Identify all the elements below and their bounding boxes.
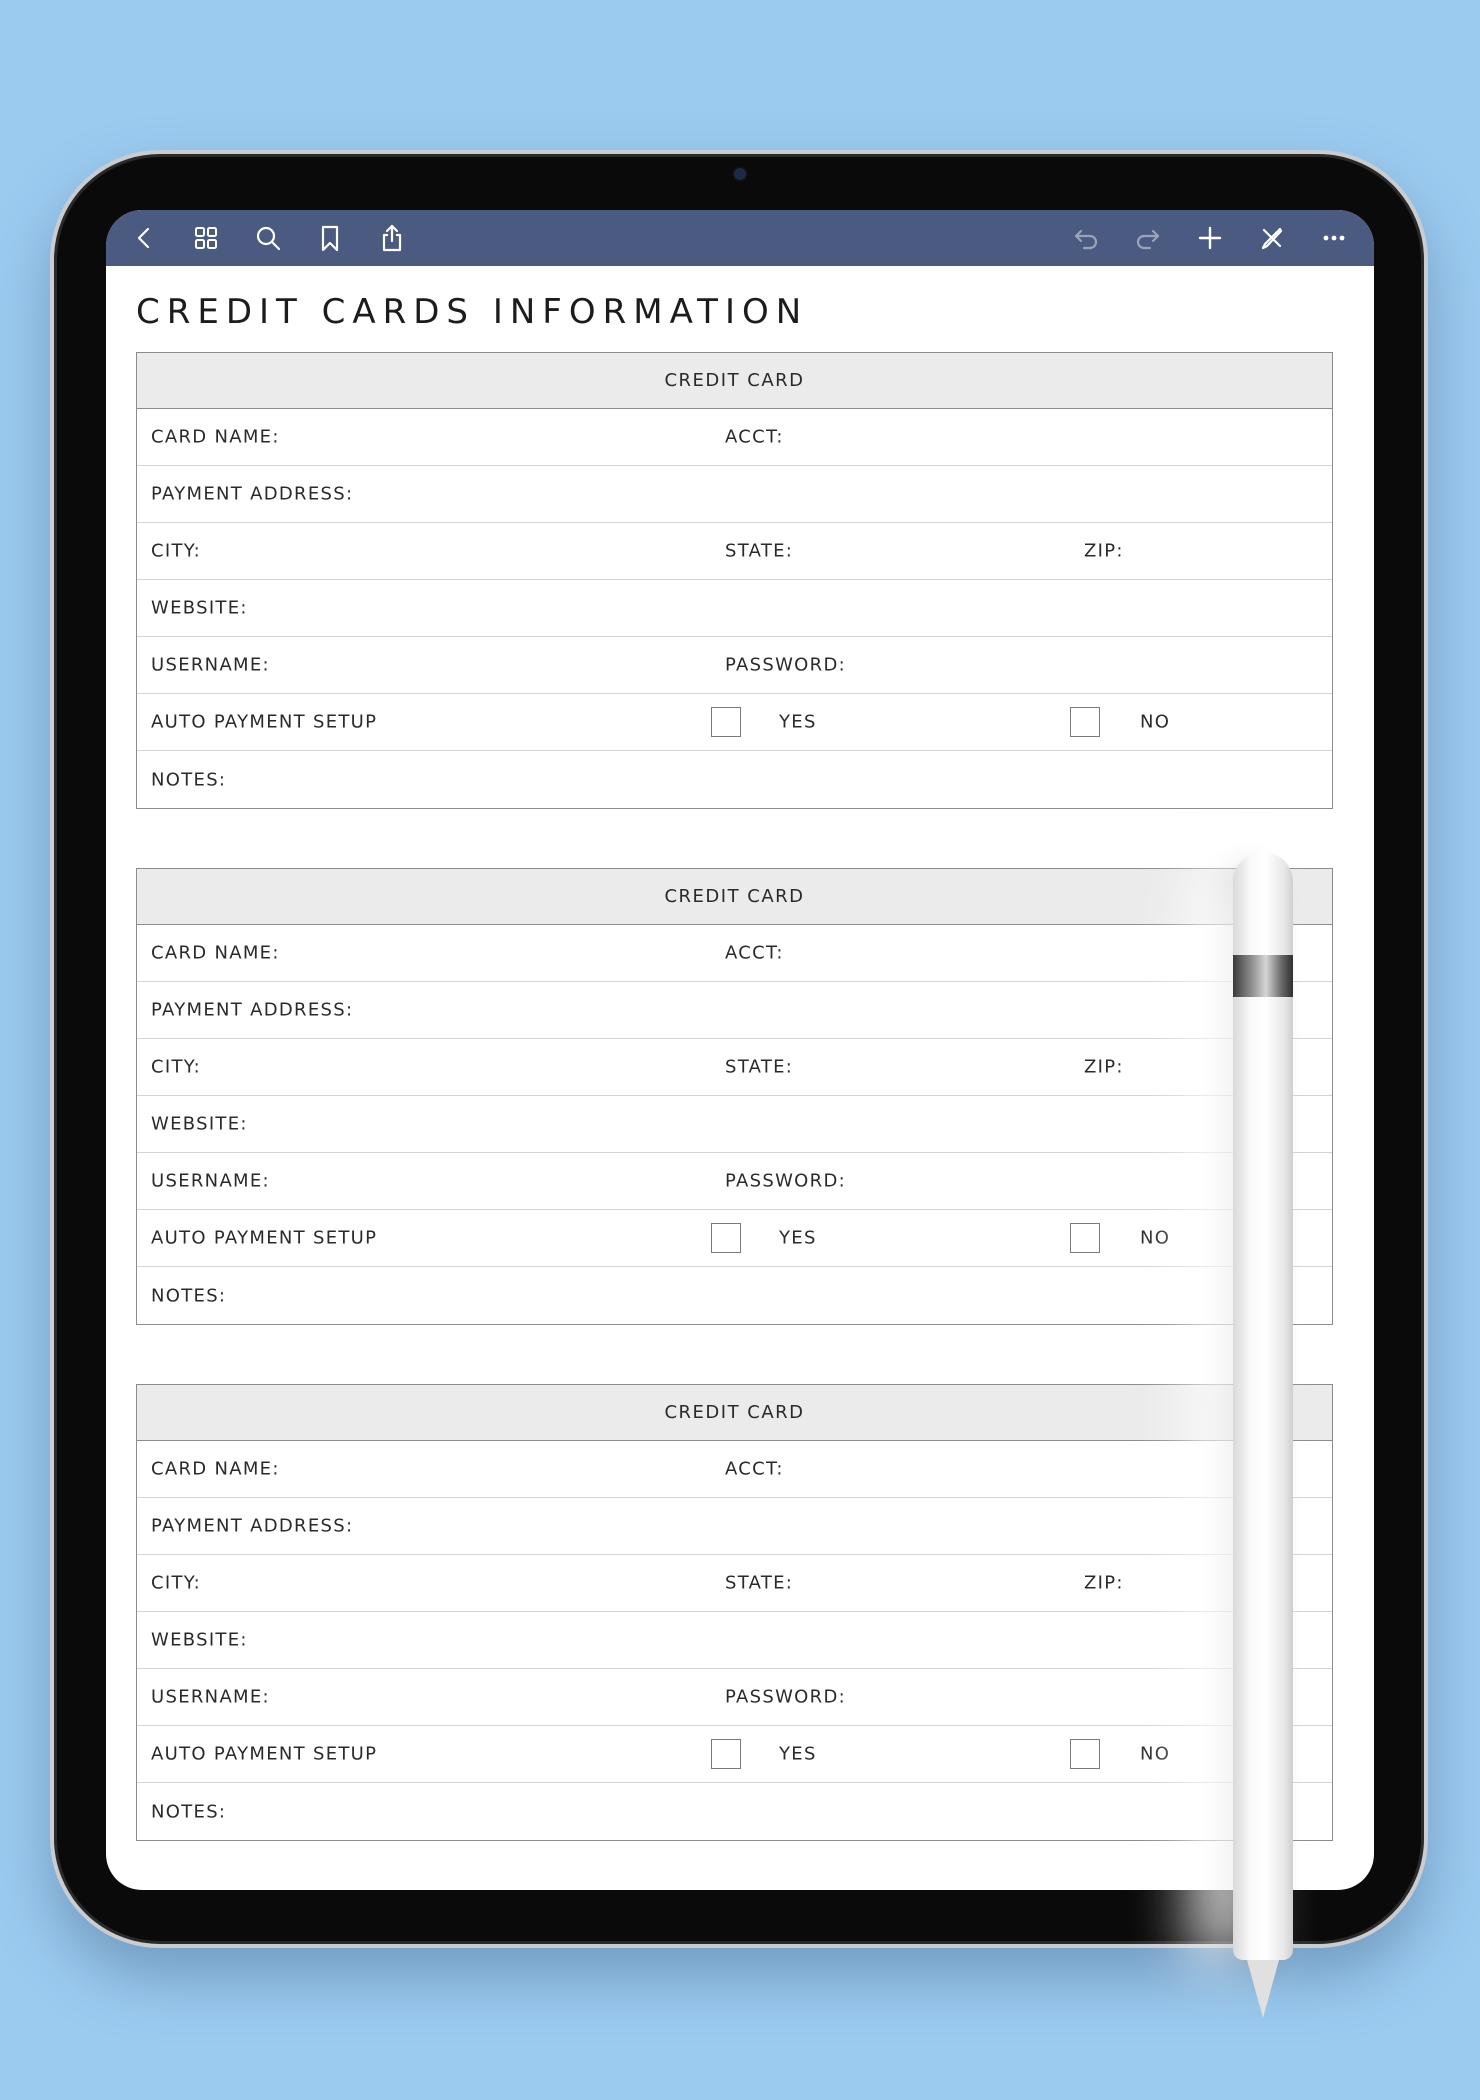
zip-label: ZIP: [1084, 1056, 1124, 1078]
credit-card-section [136, 1384, 1333, 1841]
city-row[interactable] [137, 523, 1332, 580]
notes-label: NOTES: [151, 1801, 227, 1822]
auto-payment-label: AUTO PAYMENT SETUP [151, 711, 378, 733]
state-label: STATE: [725, 1572, 794, 1594]
yes-label: YES [779, 1743, 817, 1765]
pencil-tip [1247, 1960, 1279, 2018]
password-label: PASSWORD: [725, 1170, 846, 1192]
username-label: USERNAME: [151, 1170, 270, 1192]
undo-icon[interactable] [1066, 218, 1106, 258]
city-label: CITY: [151, 1056, 202, 1078]
payment-address-label: PAYMENT ADDRESS: [151, 999, 354, 1021]
grid-icon[interactable] [186, 218, 226, 258]
camera-icon [734, 168, 746, 180]
bookmark-icon[interactable] [310, 218, 350, 258]
yes-checkbox[interactable] [711, 1739, 741, 1769]
website-label: WEBSITE: [151, 597, 248, 619]
pencil-band [1233, 955, 1293, 997]
acct-label: ACCT: [725, 426, 784, 448]
yes-label: YES [779, 1227, 817, 1249]
acct-label: ACCT: [725, 1458, 784, 1480]
card-header: CREDIT CARD [137, 353, 1332, 409]
pencil-body [1233, 852, 1293, 1960]
city-row[interactable] [137, 1555, 1332, 1612]
notes-row[interactable] [137, 751, 1332, 808]
auto-payment-row [137, 1726, 1332, 1783]
city-label: CITY: [151, 540, 202, 562]
password-label: PASSWORD: [725, 1686, 846, 1708]
website-label: WEBSITE: [151, 1113, 248, 1135]
website-row[interactable] [137, 1096, 1332, 1153]
redo-icon[interactable] [1128, 218, 1168, 258]
back-icon[interactable] [124, 218, 164, 258]
notes-row[interactable] [137, 1783, 1332, 1840]
tablet-screen [106, 210, 1374, 1890]
city-row[interactable] [137, 1039, 1332, 1096]
card-name-label: CARD NAME: [151, 942, 280, 964]
card-name-row[interactable] [137, 1441, 1332, 1498]
card-name-row[interactable] [137, 925, 1332, 982]
card-header: CREDIT CARD [137, 1385, 1332, 1441]
payment-address-label: PAYMENT ADDRESS: [151, 483, 354, 505]
payment-address-row[interactable] [137, 982, 1332, 1039]
website-row[interactable] [137, 1612, 1332, 1669]
close-pen-icon[interactable] [1252, 218, 1292, 258]
more-icon[interactable] [1314, 218, 1354, 258]
yes-label: YES [779, 711, 817, 733]
add-icon[interactable] [1190, 218, 1230, 258]
share-icon[interactable] [372, 218, 412, 258]
card-name-label: CARD NAME: [151, 426, 280, 448]
zip-label: ZIP: [1084, 1572, 1124, 1594]
no-checkbox[interactable] [1070, 1223, 1100, 1253]
no-label: NO [1140, 1743, 1171, 1765]
auto-payment-row [137, 1210, 1332, 1267]
website-row[interactable] [137, 580, 1332, 637]
payment-address-row[interactable] [137, 466, 1332, 523]
card-name-row[interactable] [137, 409, 1332, 466]
app-toolbar [106, 210, 1374, 266]
state-label: STATE: [725, 1056, 794, 1078]
payment-address-row[interactable] [137, 1498, 1332, 1555]
auto-payment-row [137, 694, 1332, 751]
username-label: USERNAME: [151, 654, 270, 676]
zip-label: ZIP: [1084, 540, 1124, 562]
username-row[interactable] [137, 1153, 1332, 1210]
notes-row[interactable] [137, 1267, 1332, 1324]
card-name-label: CARD NAME: [151, 1458, 280, 1480]
password-label: PASSWORD: [725, 654, 846, 676]
acct-label: ACCT: [725, 942, 784, 964]
username-label: USERNAME: [151, 1686, 270, 1708]
notes-label: NOTES: [151, 769, 227, 790]
stylus-pencil [1233, 852, 1293, 1972]
yes-checkbox[interactable] [711, 1223, 741, 1253]
yes-checkbox[interactable] [711, 707, 741, 737]
state-label: STATE: [725, 540, 794, 562]
payment-address-label: PAYMENT ADDRESS: [151, 1515, 354, 1537]
no-label: NO [1140, 711, 1171, 733]
notes-label: NOTES: [151, 1285, 227, 1306]
no-checkbox[interactable] [1070, 1739, 1100, 1769]
no-checkbox[interactable] [1070, 707, 1100, 737]
card-header: CREDIT CARD [137, 869, 1332, 925]
credit-card-section [136, 352, 1333, 809]
username-row[interactable] [137, 637, 1332, 694]
username-row[interactable] [137, 1669, 1332, 1726]
credit-card-section [136, 868, 1333, 1325]
city-label: CITY: [151, 1572, 202, 1594]
auto-payment-label: AUTO PAYMENT SETUP [151, 1743, 378, 1765]
auto-payment-label: AUTO PAYMENT SETUP [151, 1227, 378, 1249]
no-label: NO [1140, 1227, 1171, 1249]
website-label: WEBSITE: [151, 1629, 248, 1651]
page-title: CREDIT CARDS INFORMATION [136, 292, 809, 332]
search-icon[interactable] [248, 218, 288, 258]
